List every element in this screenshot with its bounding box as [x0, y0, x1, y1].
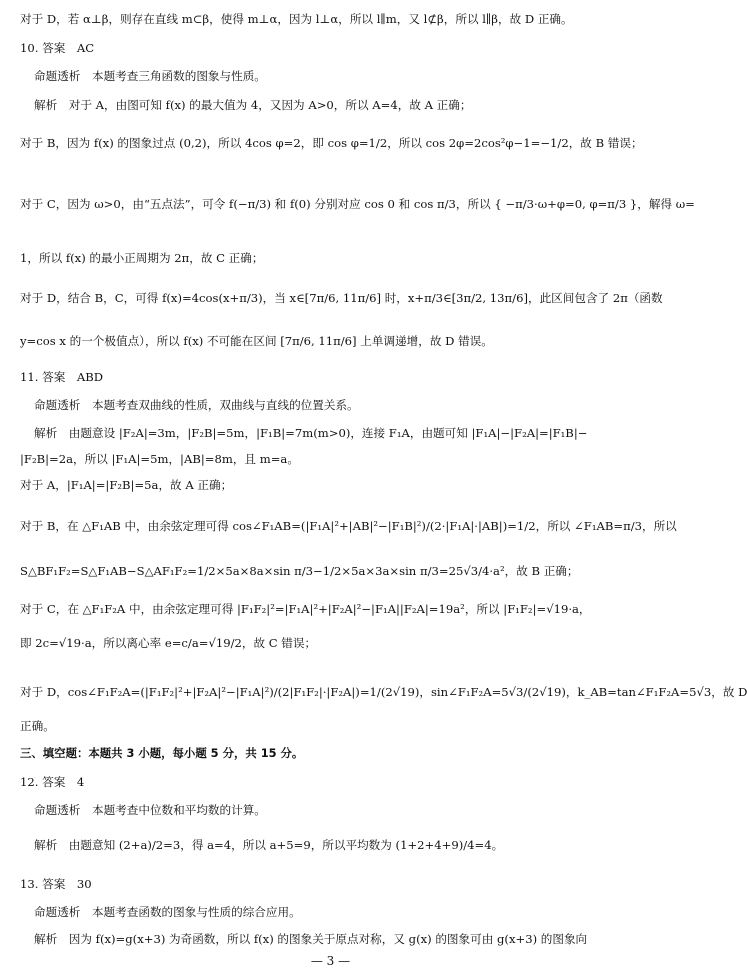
line-11: 命题透析 本题考查双曲线的性质，双曲线与直线的位置关系。 — [34, 398, 359, 412]
section-heading: 三、填空题：本题共 3 小题，每小题 5 分，共 15 分。 — [20, 746, 304, 760]
line-13: |F₂B|=2a，所以 |F₁A|=5m，|AB|=8m，且 m=a。 — [20, 452, 299, 466]
line-5: 对于 B，因为 f(x) 的图象过点 (0,2)，所以 4cos φ=2，即 cos φ=1/2，所以 cos 2φ=2cos²φ−1=−1/2，故 B 错误； — [20, 136, 643, 150]
line-6: 对于 C，因为 ω>0，由“五点法”，可令 f(−π/3) 和 f(0) 分别对应 cos 0 和 cos π/3，所以 { −π/3·ω+φ=0, φ=π/3 }，解得 ω= — [20, 197, 695, 211]
answer-10: 10. 答案 AC — [20, 41, 95, 55]
line-18: 即 2c=√19·a，所以离心率 e=c/a=√19/2，故 C 错误； — [20, 636, 317, 650]
line-19: 对于 D，cos∠F₁F₂A=(|F₁F₂|²+|F₂A|²−|F₁A|²)/(2|F₁F₂|·|F₂A|)=1/(2√19)，sin∠F₁F₂A=5√3/(2√19)，k_AB=tan∠F₁F₂A=5√3，故 D — [20, 685, 747, 699]
line-17: 对于 C，在 △F₁F₂A 中，由余弦定理可得 |F₁F₂|²=|F₁A|²+|F₂A|²−|F₁A||F₂A|=19a²，所以 |F₁F₂|=√19·a， — [20, 602, 591, 616]
line-8: 对于 D，结合 B，C，可得 f(x)=4cos(x+π/3)，当 x∈[7π/6, 11π/6] 时，x+π/3∈[3π/2, 13π/6]，此区间包含了 2π（函数 — [20, 291, 663, 305]
line-24: 解析 由题意知 (2+a)/2=3，得 a=4，所以 a+5=9，所以平均数为 (1+2+4+9)/4=4。 — [34, 838, 504, 852]
line-4: 解析 对于 A，由图可知 f(x) 的最大值为 4，又因为 A>0，所以 A=4，故 A 正确； — [34, 98, 472, 112]
line-16: S△BF₁F₂=S△F₁AB−S△AF₁F₂=1/2×5a×8a×sin π/3−1/2×5a×3a×sin π/3=25√3/4·a²，故 B 正确； — [20, 564, 579, 578]
line-26: 命题透析 本题考查函数的图象与性质的综合应用。 — [34, 905, 301, 919]
line-7: 1，所以 f(x) 的最小正周期为 2π，故 C 正确； — [20, 251, 264, 265]
answer-13: 13. 答案 30 — [20, 877, 92, 891]
line-3: 命题透析 本题考查三角函数的图象与性质。 — [34, 69, 266, 83]
answer-12: 12. 答案 4 — [20, 775, 85, 789]
line-20: 正确。 — [20, 719, 55, 733]
line-12: 解析 由题意设 |F₂A|=3m，|F₂B|=5m，|F₁B|=7m(m>0)，连接 F₁A，由题可知 |F₁A|−|F₂A|=|F₁B|− — [34, 426, 588, 440]
line-23: 命题透析 本题考查中位数和平均数的计算。 — [34, 803, 266, 817]
answer-11: 11. 答案 ABD — [20, 370, 104, 384]
line-15: 对于 B，在 △F₁AB 中，由余弦定理可得 cos∠F₁AB=(|F₁A|²+|AB|²−|F₁B|²)/(2·|F₁A|·|AB|)=1/2，所以 ∠F₁AB=π/3，所以 — [20, 519, 677, 533]
line-9: y=cos x 的一个极值点），所以 f(x) 不可能在区间 [7π/6, 11π/6] 上单调递增，故 D 错误。 — [20, 334, 493, 348]
page-number: — 3 — — [310, 954, 351, 968]
line-1: 对于 D，若 α⊥β，则存在直线 m⊂β，使得 m⊥α，因为 l⊥α，所以 l∥m，又 l⊄β，所以 l∥β，故 D 正确。 — [20, 12, 573, 26]
line-14: 对于 A，|F₁A|=|F₂B|=5a，故 A 正确； — [20, 478, 233, 492]
line-27: 解析 因为 f(x)=g(x+3) 为奇函数，所以 f(x) 的图象关于原点对称，又 g(x) 的图象可由 g(x+3) 的图象向 — [34, 932, 588, 946]
